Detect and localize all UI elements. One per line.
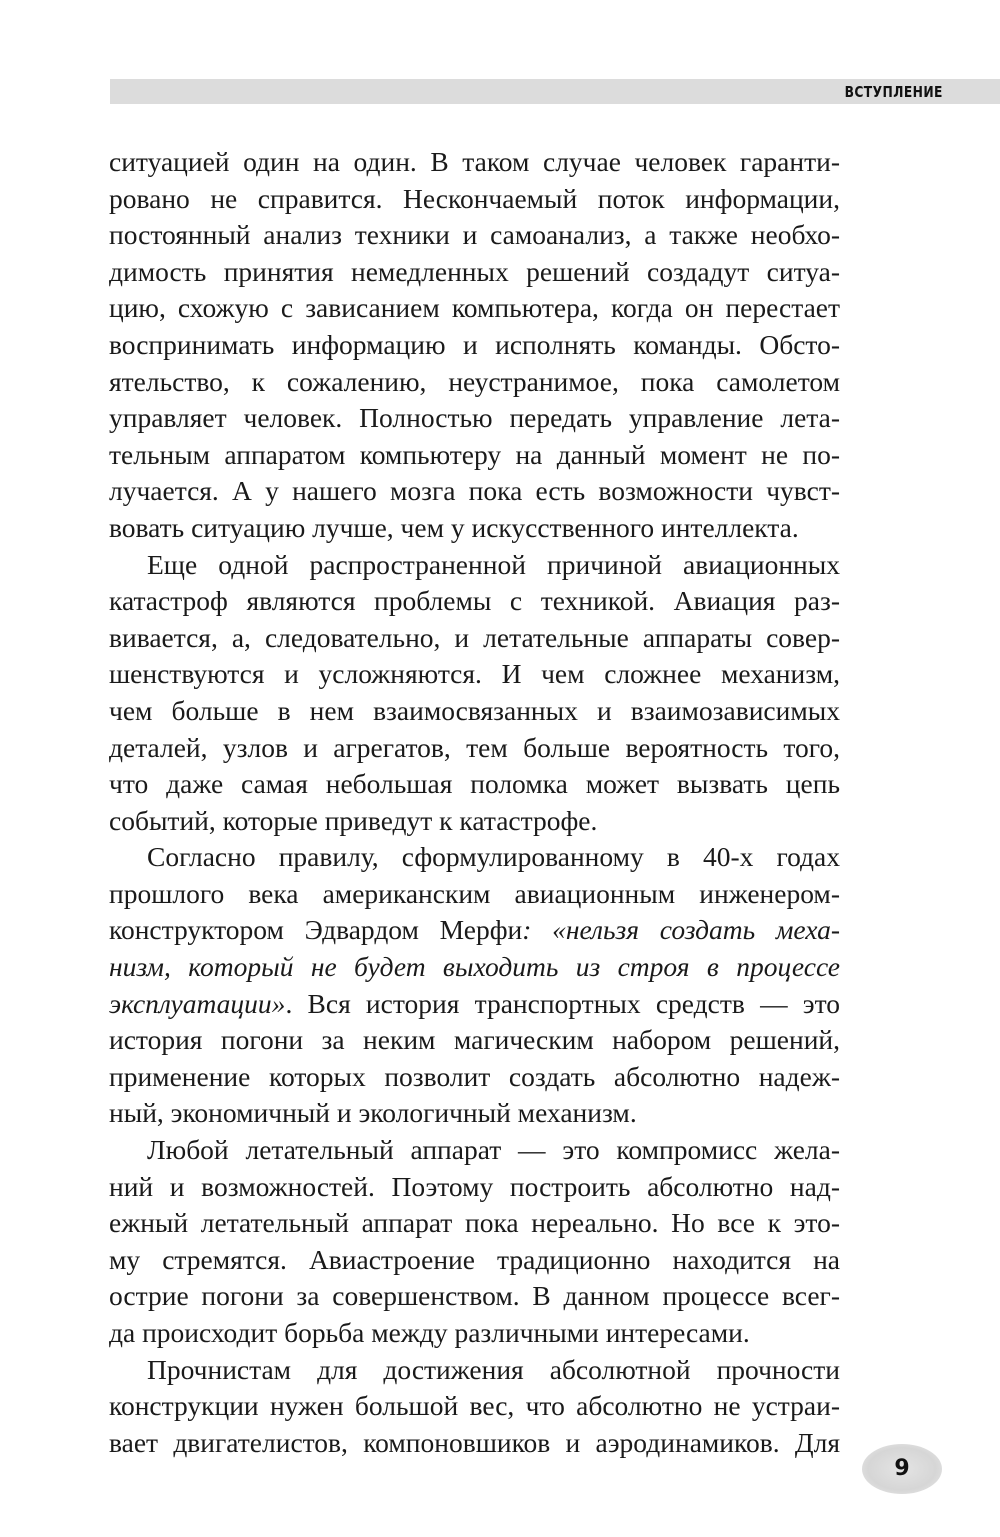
text-line: катастроф являются проблемы с техникой. Авиация раз- [109, 585, 840, 617]
italic-quote-segment: эксплуатации» [109, 987, 286, 1019]
text-line: воспринимать информацию и исполнять команды. Обсто- [109, 328, 840, 360]
section-title: ВСТУПЛЕНИЕ [844, 83, 943, 101]
text-line: тельным аппаратом компьютеру на данный момент не по- [109, 438, 840, 470]
text-line [109, 986, 840, 1023]
text-line: Еще одной распространенной причиной авиационных [147, 548, 840, 580]
text-line: шенствуются и усложняются. И чем сложнее механизм, [109, 658, 840, 690]
text-line: деталей, узлов и агрегатов, тем больше вероятность того, [109, 731, 840, 763]
text-line: Согласно правилу, сформулированному в 40-х годах [147, 841, 840, 873]
text-line: лучается. А у нашего мозга пока есть возможности чувст- [109, 475, 840, 507]
text-line: история погони за неким магическим набором решений, [109, 1024, 840, 1056]
text-line: постоянный анализ техники и самоанализ, а также необхо- [109, 219, 840, 251]
text-line: ровано не справится. Нескончаемый поток информации, [109, 182, 840, 214]
text-line: что даже самая небольшая поломка может вызвать цепь [109, 768, 840, 800]
text-line: вает двигателистов, компоновшиков и аэродинамиков. Для [109, 1426, 840, 1458]
text-line [109, 912, 840, 949]
text-line: событий, которые приведут к катастрофе. [109, 804, 598, 836]
page-number-badge [862, 1444, 942, 1494]
text-line: цию, схожую с зависанием компьютера, когда он перестает [109, 292, 840, 324]
text-line: применение которых позволит создать абсолютно надеж- [109, 1060, 840, 1092]
text-line: ний и возможностей. Поэтому построить абсолютно над- [109, 1170, 840, 1202]
text-segment: . Вся история транспортных средств — это [285, 987, 840, 1019]
text-line: прошлого века американским авиационным инженером- [109, 877, 840, 909]
text-line: ный, экономичный и экологичный механизм. [109, 1097, 637, 1129]
italic-quote-segment: : «нельзя создать меха- [522, 914, 840, 946]
text-line: да происходит борьба между различными интересами. [109, 1317, 750, 1348]
text-line: чем больше в нем взаимосвязанных и взаимозависимых [109, 694, 840, 726]
text-line: управляет человек. Полностью передать управление лета- [109, 402, 840, 434]
text-line: Прочнистам для достижения абсолютной прочности [147, 1353, 840, 1385]
text-line: ежный летательный аппарат пока нереально. Но все к это- [109, 1207, 840, 1239]
text-line: вивается, а, следовательно, и летательные аппараты совер- [109, 621, 840, 653]
text-line: ятельство, к сожалению, неустранимое, пока самолетом [109, 365, 840, 397]
text-line: му стремятся. Авиастроение традиционно находится на [109, 1243, 840, 1275]
text-line: острие погони за совершенством. В данном процессе всег- [109, 1280, 840, 1312]
body-text [109, 144, 840, 1461]
text-line: конструкции нужен большой вес, что абсолютно не устраи- [109, 1390, 840, 1422]
page-number: 9 [894, 1456, 910, 1481]
italic-quote-line: низм, который не будет выходить из строя в процессе [109, 951, 840, 983]
running-header-bar [110, 79, 1000, 104]
text-segment: конструктором Эдвардом Мерфи [109, 914, 523, 946]
text-line: вовать ситуацию лучше, чем у искусственного интеллекта. [109, 511, 799, 543]
text-line: Любой летательный аппарат — это компромисс жела- [147, 1134, 840, 1166]
text-line: димость принятия немедленных решений создадут ситуа- [109, 255, 840, 287]
text-line: ситуацией один на один. В таком случае человек гаранти- [109, 146, 840, 177]
